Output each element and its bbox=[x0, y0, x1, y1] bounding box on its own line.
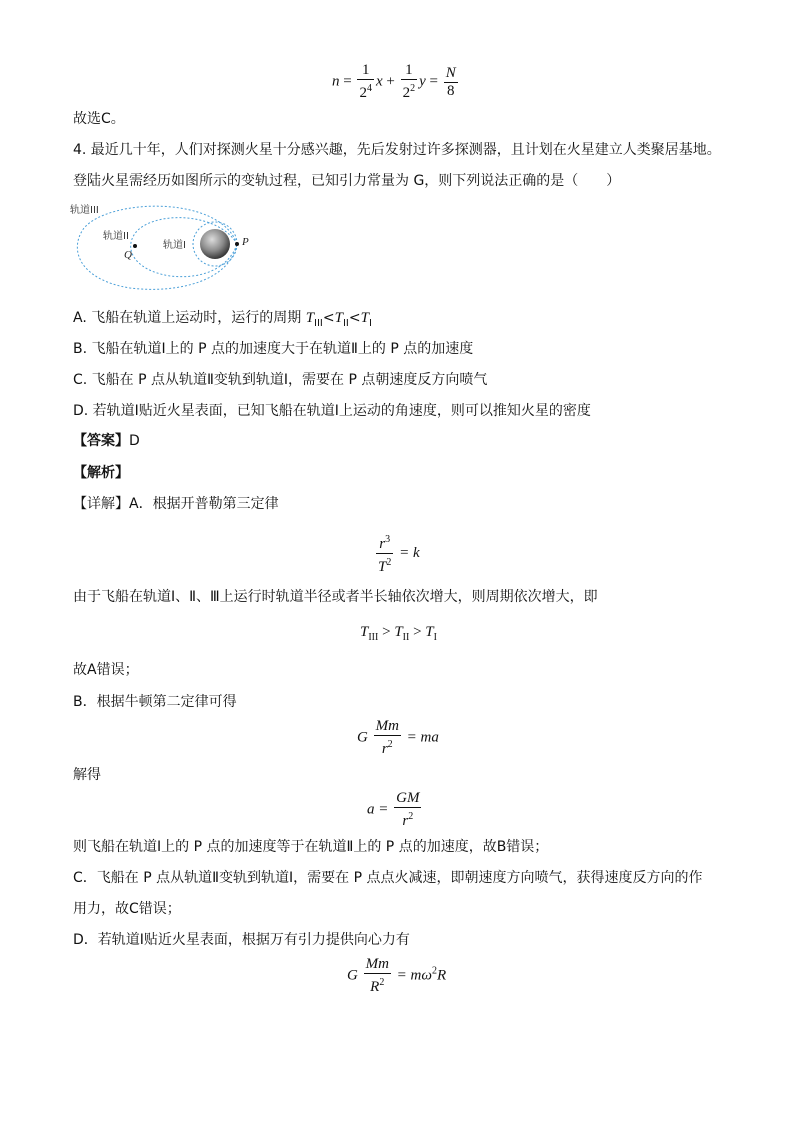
exponent: 4 bbox=[366, 83, 372, 94]
detail-c-line-1: C．飞船在 P 点从轨道Ⅱ变轨到轨道Ⅰ，需要在 P 点点火减速，即朝速度方向喷气，获得速度反方向的作 bbox=[73, 870, 703, 886]
exponent: 3 bbox=[385, 534, 391, 545]
formula-text: R bbox=[436, 967, 447, 984]
formula-text: T bbox=[305, 310, 315, 326]
detail-solve: 解得 bbox=[73, 767, 101, 783]
fraction bbox=[374, 718, 401, 758]
detail-a-text: 由于飞船在轨道Ⅰ、Ⅱ、Ⅲ上运行时轨道半径或者半长轴依次增大，则周期依次增大，即 bbox=[73, 589, 598, 605]
exponent: 2 bbox=[408, 811, 414, 822]
period-inequality bbox=[360, 624, 437, 643]
formula-text: = ma bbox=[406, 729, 439, 746]
denominator: R bbox=[370, 979, 380, 995]
top-formula bbox=[332, 62, 460, 102]
detail-a-intro: 【详解】A．根据开普勒第三定律 bbox=[73, 496, 279, 512]
fraction bbox=[401, 62, 418, 102]
orbit-1-label: 轨道I bbox=[163, 240, 186, 251]
exponent: 2 bbox=[410, 83, 416, 94]
subscript: I bbox=[368, 317, 372, 329]
exponent: 2 bbox=[387, 739, 393, 750]
denominator: r bbox=[402, 813, 409, 829]
fraction bbox=[444, 65, 458, 100]
mars-planet bbox=[200, 229, 230, 259]
kepler-formula bbox=[374, 531, 420, 576]
question-line-2: 登陆火星需经历如图所示的变轨过程，已知引力常量为 G，则下列说法正确的是（ ） bbox=[73, 173, 621, 189]
previous-answer: 故选C。 bbox=[73, 111, 125, 127]
fraction bbox=[394, 790, 421, 830]
option-b: B. 飞船在轨道Ⅰ上的 P 点的加速度大于在轨道Ⅱ上的 P 点的加速度 bbox=[73, 341, 474, 357]
subscript: III bbox=[368, 632, 379, 643]
orbit-diagram bbox=[70, 200, 270, 296]
option-a-text: A. 飞船在轨道上运动时，运行的周期 bbox=[73, 310, 306, 326]
fraction bbox=[376, 531, 393, 576]
formula-text: x bbox=[375, 73, 383, 90]
formula-text: T bbox=[360, 310, 369, 326]
formula-text: y bbox=[419, 73, 426, 90]
newton-formula bbox=[357, 718, 439, 758]
option-a bbox=[73, 308, 372, 334]
detail-b-intro: B．根据牛顿第二定律可得 bbox=[73, 694, 237, 710]
formula-text: = bbox=[429, 73, 438, 90]
formula-text: a = bbox=[367, 801, 389, 818]
analysis-label: 【解析】 bbox=[73, 465, 129, 481]
orbit-3-label: 轨道III bbox=[70, 205, 99, 216]
formula-text: G bbox=[347, 967, 358, 984]
exponent: 2 bbox=[379, 977, 385, 988]
numerator: r bbox=[379, 536, 386, 552]
numerator: N bbox=[445, 64, 456, 81]
numerator: GM bbox=[396, 790, 420, 806]
formula-text: > bbox=[382, 624, 391, 640]
denominator: r bbox=[381, 741, 388, 757]
subscript: I bbox=[433, 632, 437, 643]
point-p-label: P bbox=[242, 236, 249, 248]
acceleration-formula bbox=[367, 790, 423, 830]
exponent: 2 bbox=[431, 965, 437, 977]
answer-label: 【答案】 bbox=[73, 433, 129, 449]
denominator: 8 bbox=[447, 82, 455, 99]
detail-a-result: 故A错误； bbox=[73, 662, 139, 678]
formula-text: < bbox=[348, 310, 361, 326]
formula-text: = bbox=[343, 73, 352, 90]
point-p-dot bbox=[235, 242, 239, 246]
formula-text: + bbox=[386, 73, 395, 90]
numerator: Mm bbox=[365, 956, 389, 972]
denominator: 2 bbox=[359, 85, 367, 101]
subscript: III bbox=[314, 317, 323, 329]
numerator: 1 bbox=[357, 62, 374, 80]
denominator: T bbox=[378, 559, 387, 575]
formula-text: G bbox=[357, 729, 368, 746]
option-c: C. 飞船在 P 点从轨道Ⅱ变轨到轨道Ⅰ，需要在 P 点朝速度反方向喷气 bbox=[73, 372, 488, 388]
denominator: 2 bbox=[402, 85, 411, 101]
subscript: II bbox=[342, 317, 349, 329]
option-d: D. 若轨道Ⅰ贴近火星表面，已知飞船在轨道Ⅰ上运动的角速度，则可以推知火星的密度 bbox=[73, 403, 591, 419]
formula-text: < bbox=[322, 310, 335, 326]
exponent: 2 bbox=[386, 557, 392, 568]
formula-text: = k bbox=[399, 544, 420, 561]
formula-text: = mω bbox=[396, 967, 432, 984]
point-q-dot bbox=[133, 244, 137, 248]
point-q-label: Q bbox=[124, 249, 132, 261]
formula-text: T bbox=[334, 310, 343, 326]
orbit-2-label: 轨道II bbox=[103, 231, 129, 242]
numerator: 1 bbox=[401, 62, 418, 80]
question-line-1: 4. 最近几十年，人们对探测火星十分感兴趣，先后发射过许多探测器，且计划在火星建立人类聚居基地。 bbox=[73, 142, 721, 158]
fraction bbox=[357, 62, 374, 102]
formula-text: T bbox=[425, 624, 434, 640]
subscript: II bbox=[402, 632, 410, 643]
gravity-formula bbox=[347, 956, 446, 996]
fraction bbox=[364, 956, 391, 996]
answer-line bbox=[73, 431, 140, 451]
detail-d-intro: D．若轨道Ⅰ贴近火星表面，根据万有引力提供向心力有 bbox=[73, 932, 410, 948]
formula-text: n bbox=[332, 73, 340, 90]
formula-text: > bbox=[413, 624, 422, 640]
answer-value: D bbox=[129, 433, 140, 449]
detail-c-line-2: 用力，故C错误； bbox=[73, 901, 181, 917]
formula-text: T bbox=[360, 624, 369, 640]
formula-text: T bbox=[394, 624, 403, 640]
numerator: Mm bbox=[375, 718, 399, 734]
detail-b-result: 则飞船在轨道Ⅰ上的 P 点的加速度等于在轨道Ⅱ上的 P 点的加速度，故B错误； bbox=[73, 839, 549, 855]
